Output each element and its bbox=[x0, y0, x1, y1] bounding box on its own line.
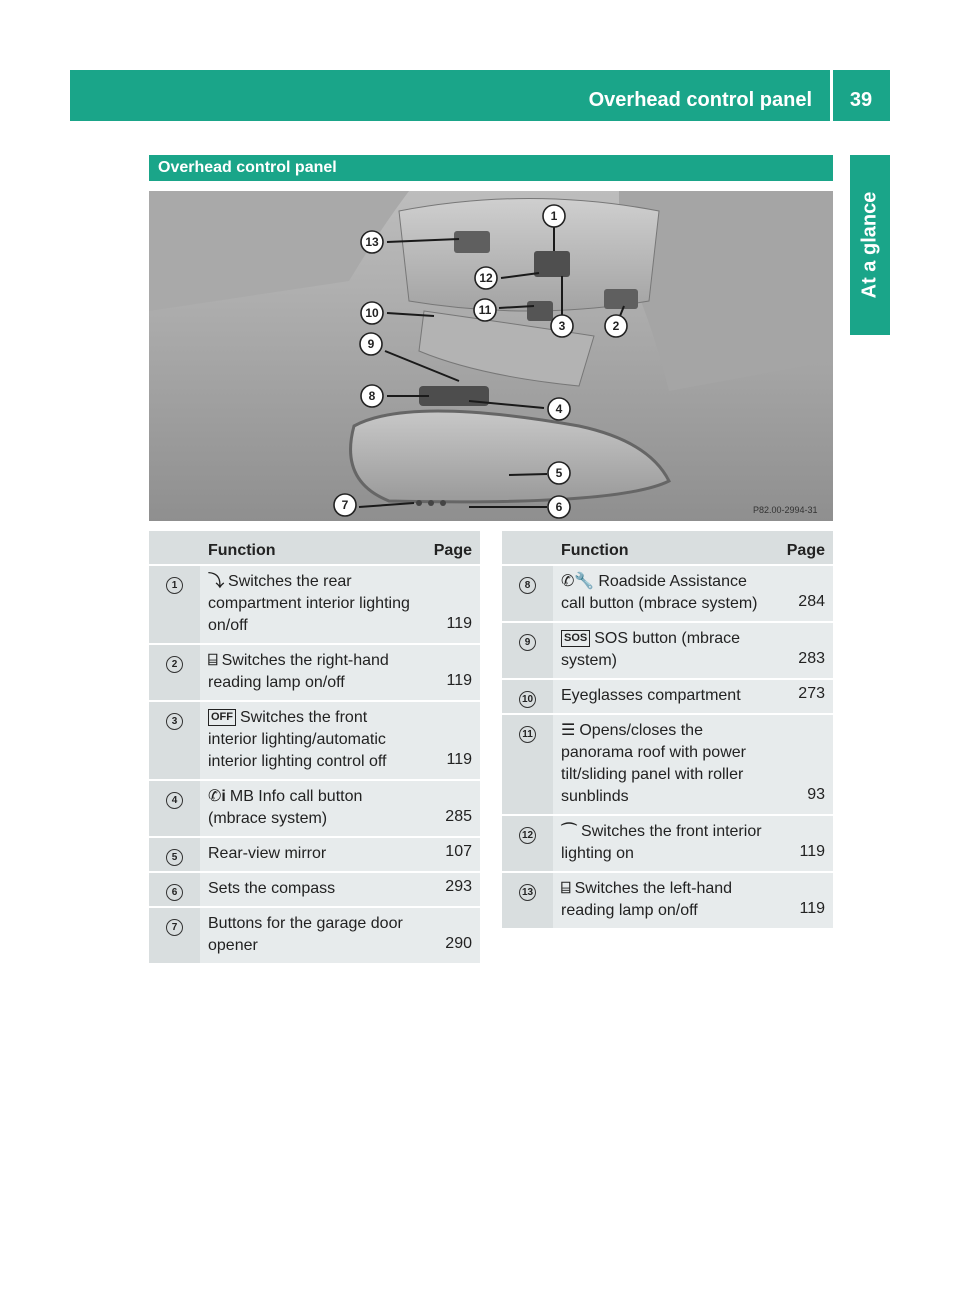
callout-5 bbox=[548, 462, 570, 484]
svg-text:4: 4 bbox=[555, 402, 563, 416]
page-number: 39 bbox=[849, 89, 873, 111]
item-number: 11 bbox=[519, 726, 536, 743]
svg-text:2: 2 bbox=[612, 319, 620, 333]
function-text: Switches the rear compartment interior lighting on/off bbox=[208, 573, 410, 634]
function-cell bbox=[553, 679, 772, 714]
svg-text:9: 9 bbox=[367, 337, 375, 351]
function-table-left bbox=[149, 531, 480, 965]
function-cell bbox=[200, 565, 419, 644]
table-row bbox=[502, 679, 833, 714]
table-row bbox=[149, 872, 480, 907]
callout-6 bbox=[548, 496, 570, 518]
item-number: 7 bbox=[166, 919, 183, 936]
page-reference: 107 bbox=[419, 837, 480, 872]
page-reference: 119 bbox=[772, 815, 833, 872]
function-cell bbox=[553, 622, 772, 679]
header-number-cell bbox=[502, 531, 553, 565]
table-row bbox=[502, 815, 833, 872]
function-cell bbox=[553, 872, 772, 929]
header-function: Function bbox=[553, 531, 772, 565]
function-cell bbox=[553, 565, 772, 622]
mbrace-buttons bbox=[419, 386, 489, 406]
garage-button-3 bbox=[440, 500, 446, 506]
item-number-cell bbox=[149, 837, 200, 872]
reading-lamp-icon: ⌸ bbox=[208, 652, 218, 669]
item-number-cell bbox=[502, 872, 553, 929]
function-text: Sets the compass bbox=[208, 880, 336, 897]
table-row bbox=[502, 872, 833, 929]
function-text: Switches the right-hand reading lamp on/off bbox=[208, 652, 389, 691]
table-row bbox=[149, 701, 480, 780]
function-cell bbox=[200, 907, 419, 964]
header-title: Overhead control panel bbox=[588, 89, 812, 111]
function-text: SOS button (mbrace system) bbox=[561, 630, 741, 669]
center-light-switches bbox=[534, 251, 570, 277]
item-number: 10 bbox=[519, 691, 536, 708]
header-separator bbox=[830, 70, 833, 121]
page-reference: 273 bbox=[772, 679, 833, 714]
item-number-cell bbox=[149, 872, 200, 907]
table-header-row bbox=[149, 531, 480, 565]
function-text: Rear-view mirror bbox=[208, 845, 327, 862]
item-number-cell bbox=[149, 780, 200, 837]
item-number: 6 bbox=[166, 884, 183, 901]
item-number: 1 bbox=[166, 577, 183, 594]
svg-text:10: 10 bbox=[365, 306, 379, 320]
function-text: Buttons for the garage door opener bbox=[208, 915, 403, 954]
panorama-roof-switch bbox=[527, 301, 553, 321]
page-reference: 285 bbox=[419, 780, 480, 837]
page-reference: 119 bbox=[419, 565, 480, 644]
svg-text:12: 12 bbox=[479, 271, 493, 285]
function-text: Switches the front interior lighting on bbox=[561, 823, 762, 862]
function-cell bbox=[200, 872, 419, 907]
item-number: 12 bbox=[519, 827, 536, 844]
page-reference: 119 bbox=[419, 644, 480, 701]
item-number-cell bbox=[502, 679, 553, 714]
item-number-cell bbox=[502, 622, 553, 679]
callout-13 bbox=[361, 231, 383, 253]
table-row bbox=[502, 622, 833, 679]
side-tab-label: At a glance bbox=[858, 191, 881, 299]
svg-text:1: 1 bbox=[550, 209, 558, 223]
table-row bbox=[149, 837, 480, 872]
garage-button-2 bbox=[428, 500, 434, 506]
svg-text:5: 5 bbox=[555, 466, 563, 480]
table-row bbox=[149, 780, 480, 837]
reading-lamp-icon: ⌸ bbox=[561, 880, 571, 897]
page-reference: 284 bbox=[772, 565, 833, 622]
item-number: 13 bbox=[519, 884, 536, 901]
callout-4 bbox=[548, 398, 570, 420]
item-number-cell bbox=[149, 565, 200, 644]
item-number: 8 bbox=[519, 577, 536, 594]
callout-10 bbox=[361, 302, 383, 324]
table-row bbox=[502, 714, 833, 815]
header-number-cell bbox=[149, 531, 200, 565]
svg-text:6: 6 bbox=[555, 500, 563, 514]
table-row bbox=[502, 565, 833, 622]
mb-info-call-icon: ✆i bbox=[208, 788, 226, 805]
panorama-roof-icon: ☰ bbox=[561, 722, 576, 739]
function-cell bbox=[553, 815, 772, 872]
overhead-panel-figure bbox=[149, 191, 833, 521]
item-number: 3 bbox=[166, 713, 183, 730]
table-header-row bbox=[502, 531, 833, 565]
item-number-cell bbox=[502, 815, 553, 872]
callout-8 bbox=[361, 385, 383, 407]
svg-text:8: 8 bbox=[368, 389, 376, 403]
callout-3 bbox=[551, 315, 573, 337]
function-text: Roadside Assistance call button (mbrace system) bbox=[561, 573, 758, 612]
table-row bbox=[149, 644, 480, 701]
function-text: Eyeglasses compartment bbox=[561, 687, 741, 704]
item-number: 2 bbox=[166, 656, 183, 673]
svg-text:3: 3 bbox=[558, 319, 566, 333]
header-function: Function bbox=[200, 531, 419, 565]
table-row bbox=[149, 907, 480, 964]
function-cell bbox=[200, 701, 419, 780]
item-number: 4 bbox=[166, 792, 183, 809]
callout-2 bbox=[605, 315, 627, 337]
page-reference: 293 bbox=[419, 872, 480, 907]
garage-button-1 bbox=[416, 500, 422, 506]
function-cell bbox=[200, 644, 419, 701]
function-cell bbox=[200, 837, 419, 872]
left-reading-lamp-switch bbox=[454, 231, 490, 253]
callout-1 bbox=[543, 205, 565, 227]
item-number: 5 bbox=[166, 849, 183, 866]
callout-7 bbox=[334, 494, 356, 516]
page-reference: 290 bbox=[419, 907, 480, 964]
callout-9 bbox=[360, 333, 382, 355]
function-text: Opens/closes the panorama roof with power tilt/sliding panel with roller sunblinds bbox=[561, 722, 746, 805]
rear-light-icon: ⤵ bbox=[208, 573, 225, 590]
sos-icon: SOS bbox=[561, 630, 590, 647]
callout-11 bbox=[474, 299, 496, 321]
overhead-panel-illustration bbox=[149, 191, 833, 521]
table-row bbox=[149, 565, 480, 644]
function-text: Switches the front interior lighting/automatic interior lighting control off bbox=[208, 709, 387, 770]
page-reference: 119 bbox=[419, 701, 480, 780]
page-reference: 283 bbox=[772, 622, 833, 679]
function-cell bbox=[200, 780, 419, 837]
header-page: Page bbox=[772, 531, 833, 565]
function-text: MB Info call button (mbrace system) bbox=[208, 788, 363, 827]
header-page: Page bbox=[419, 531, 480, 565]
function-text: Switches the left-hand reading lamp on/off bbox=[561, 880, 733, 919]
svg-text:7: 7 bbox=[341, 498, 349, 512]
item-number-cell bbox=[149, 907, 200, 964]
svg-text:11: 11 bbox=[478, 303, 492, 317]
light-off-icon: OFF bbox=[208, 709, 236, 726]
function-table-right bbox=[502, 531, 833, 930]
roadside-assistance-icon: ✆🔧 bbox=[561, 573, 595, 590]
section-title: Overhead control panel bbox=[158, 159, 337, 176]
side-tab-label-wrap bbox=[850, 155, 890, 335]
right-reading-lamp-switch bbox=[604, 289, 638, 309]
page-reference: 119 bbox=[772, 872, 833, 929]
item-number-cell bbox=[149, 644, 200, 701]
function-cell bbox=[553, 714, 772, 815]
callout-12 bbox=[475, 267, 497, 289]
front-light-icon: ⌒ bbox=[561, 823, 578, 840]
svg-text:13: 13 bbox=[365, 235, 379, 249]
page-reference: 93 bbox=[772, 714, 833, 815]
item-number-cell bbox=[502, 714, 553, 815]
figure-code: P82.00-2994-31 bbox=[753, 505, 818, 515]
item-number-cell bbox=[502, 565, 553, 622]
item-number-cell bbox=[149, 701, 200, 780]
item-number: 9 bbox=[519, 634, 536, 651]
